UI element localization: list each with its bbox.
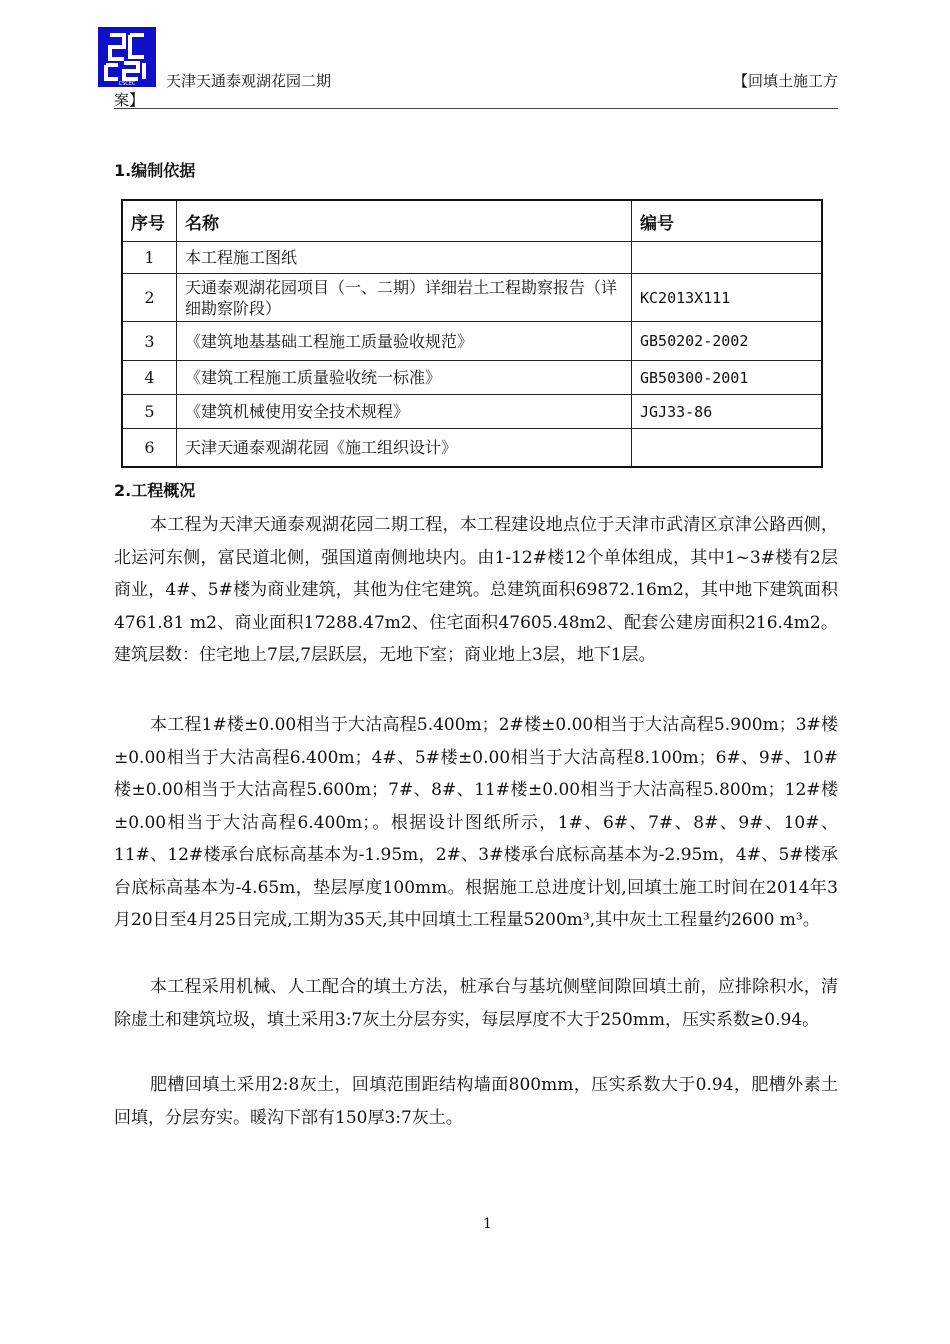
col-header-no: 序号 xyxy=(122,200,177,242)
row-no: 2 xyxy=(122,274,177,322)
company-logo xyxy=(98,27,156,87)
row-name: 《建筑工程施工质量验收统一标准》 xyxy=(177,361,632,395)
logo-text: CSCEC xyxy=(118,81,136,87)
row-code: KC2013X111 xyxy=(632,274,823,322)
header-project-title: 天津天通泰观湖花园二期 xyxy=(166,72,332,90)
page-number: 1 xyxy=(483,1216,492,1232)
header-doc-title: 【回填土施工方 xyxy=(732,72,838,90)
table-row xyxy=(122,429,822,468)
section-heading-overview: 2.工程概况 xyxy=(114,481,196,500)
row-name: 《建筑地基基础工程施工质量验收规范》 xyxy=(177,322,632,361)
overview-paragraph-4: 肥槽回填土采用2:8灰土，回填范围距结构墙面800mm，压实系数大于0.94，肥槽外素土回填，分层夯实。暖沟下部有150厚3:7灰土。 xyxy=(114,1075,838,1128)
row-no: 4 xyxy=(122,361,177,395)
row-code xyxy=(632,242,823,274)
row-name: 本工程施工图纸 xyxy=(177,242,632,274)
header-divider xyxy=(114,108,838,109)
header-doc-title-end: 案】 xyxy=(114,91,145,109)
table-row xyxy=(122,395,822,429)
row-code xyxy=(632,429,823,468)
row-code: GB50202-2002 xyxy=(632,322,823,361)
row-code: JGJ33-86 xyxy=(632,395,823,429)
row-name: 天通泰观湖花园项目（一、二期）详细岩土工程勘察报告（详细勘察阶段） xyxy=(177,274,632,322)
row-name: 天津天通泰观湖花园《施工组织设计》 xyxy=(177,429,632,468)
row-no: 3 xyxy=(122,322,177,361)
row-no: 1 xyxy=(122,242,177,274)
col-header-code: 编号 xyxy=(632,200,823,242)
table-row xyxy=(122,242,822,274)
row-no: 6 xyxy=(122,429,177,468)
cscec-logo-icon xyxy=(98,27,156,87)
row-code: GB50300-2001 xyxy=(632,361,823,395)
row-no: 5 xyxy=(122,395,177,429)
section-heading-basis: 1.编制依据 xyxy=(114,161,196,180)
overview-paragraph-3: 本工程采用机械、人工配合的填土方法，桩承台与基坑侧壁间隙回填土前，应排除积水，清除虚土和建筑垃圾，填土采用3:7灰土分层夯实，每层厚度不大于250mm，压实系数≥0.94。 xyxy=(114,977,838,1030)
table-header-row xyxy=(122,200,822,242)
col-header-name: 名称 xyxy=(177,200,632,242)
table-row xyxy=(122,322,822,361)
overview-paragraph-2: 本工程1#楼±0.00相当于大沽高程5.400m；2#楼±0.00相当于大沽高程5.900m；3#楼±0.00相当于大沽高程6.400m；4#、5#楼±0.00相当于大沽高程8.100m；6#、9#、10#楼±0.00相当于大沽高程5.600m；7#、8#、11#楼±0.00相当于大沽高程5.800m；12#楼±0.00相当于大沽高程6.400m；。根据设计图纸所示，1#、6#、7#、8#、9#、10#、11#、12#楼承台底标高基本为-1.95m，2#、3#楼承台底标高基本为-2.95m，4#、5#楼承台底标高基本为-4.65m，垫层厚度100mm。根据施工总进度计划,回填土施工时间在2014年3月20日至4月25日完成,工期为35天,其中回填土工程量5200m³,其中灰土工程量约2600 m³。 xyxy=(114,715,838,930)
table-row xyxy=(122,274,822,322)
row-name: 《建筑机械使用安全技术规程》 xyxy=(177,395,632,429)
overview-paragraph-1: 本工程为天津天通泰观湖花园二期工程，本工程建设地点位于天津市武清区京津公路西侧，北运河东侧，富民道北侧，强国道南侧地块内。由1-12#楼12个单体组成，其中1~3#楼有2层商业，4#、5#楼为商业建筑，其他为住宅建筑。总建筑面积69872.16m2，其中地下建筑面积4761.81 m2、商业面积17288.47m2、住宅面积47605.48m2、配套公建房面积216.4m2。建筑层数：住宅地上7层,7层跃层，无地下室；商业地上3层，地下1层。 xyxy=(114,515,838,665)
table-row xyxy=(122,361,822,395)
basis-table xyxy=(121,199,823,468)
